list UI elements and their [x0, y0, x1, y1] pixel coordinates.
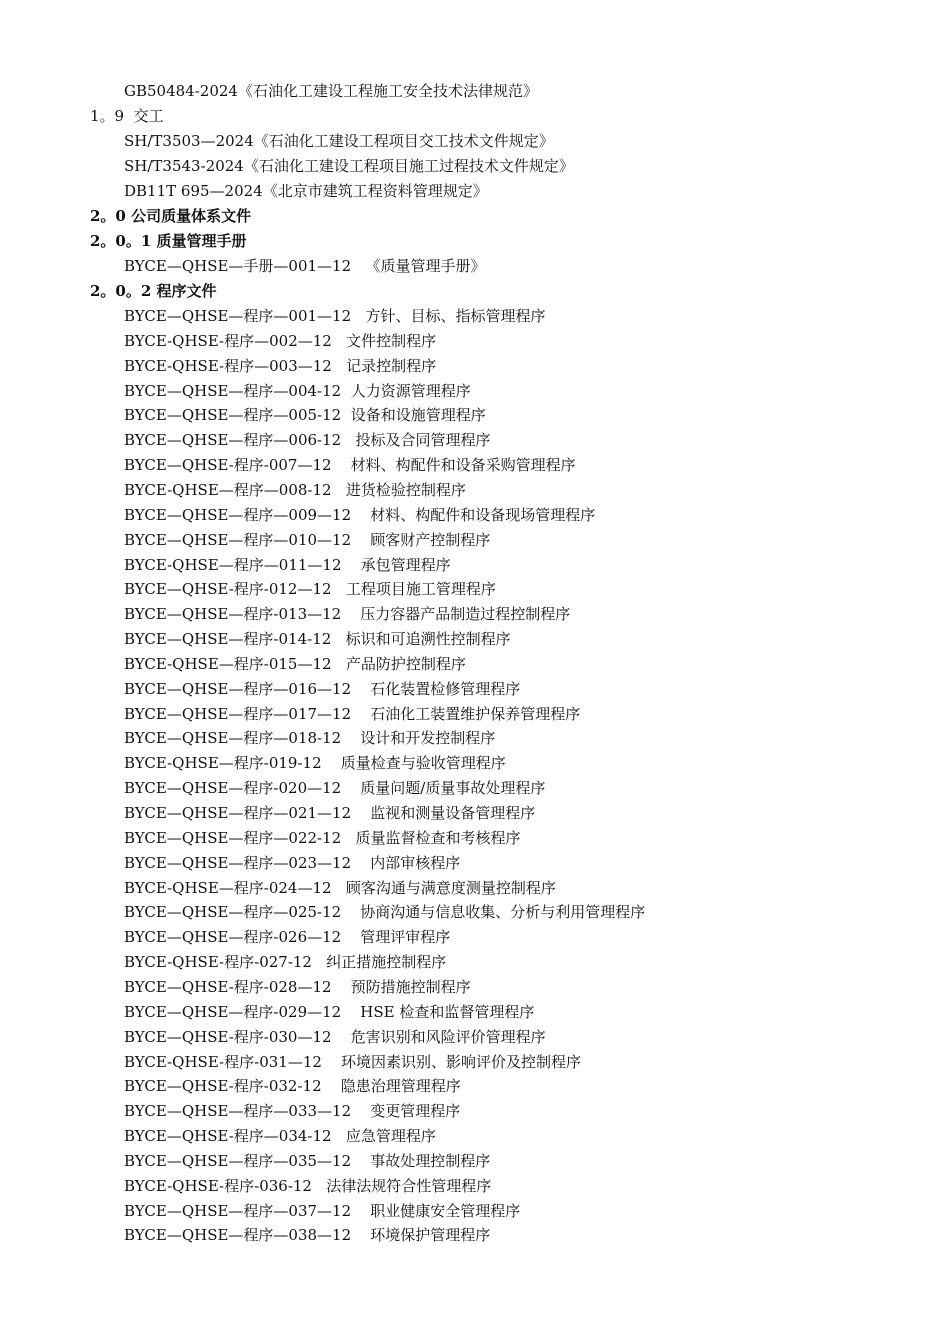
- procedure-gap: [331, 629, 345, 649]
- procedure-gap: [341, 902, 360, 922]
- procedure-gap: [332, 1126, 346, 1146]
- procedure-item: [124, 853, 460, 873]
- procedure-gap: [332, 480, 346, 500]
- procedure-code: BYCE-QHSE—程序-019-12: [124, 754, 322, 772]
- procedure-code: BYCE—QHSE—程序—004-12: [124, 382, 342, 400]
- section-2-0-1-heading: 2。0。1 质量管理手册: [90, 232, 247, 250]
- procedure-code: BYCE—QHSE—程序—022-12: [124, 829, 342, 847]
- procedure-code: BYCE—QHSE-程序-030—12: [124, 1028, 332, 1046]
- procedure-code: BYCE-QHSE—程序-015—12: [124, 655, 332, 673]
- procedure-item: [124, 952, 446, 972]
- procedure-item: [124, 1076, 461, 1096]
- procedure-code: BYCE—QHSE—程序-013—12: [124, 605, 342, 623]
- procedure-title: 环境因素识别、影响评价及控制程序: [341, 1053, 582, 1071]
- procedure-title: 变更管理程序: [370, 1102, 461, 1120]
- procedure-item: [124, 405, 486, 425]
- procedure-item: [124, 1151, 490, 1171]
- procedure-title: 顾客财产控制程序: [370, 531, 491, 549]
- procedure-code: BYCE—QHSE—程序—017—12: [124, 705, 352, 723]
- standard-sh-t3503: SH/T3503—2024《石油化工建设工程项目交工技术文件规定》: [124, 132, 554, 150]
- procedure-gap: [322, 1052, 341, 1072]
- procedure-code: BYCE—QHSE-程序-032-12: [124, 1077, 322, 1095]
- procedure-code: BYCE—QHSE—程序—023—12: [124, 854, 352, 872]
- standard-gb50484: GB50484-2024《石油化工建设工程施工安全技术法律规范》: [124, 82, 538, 100]
- procedure-item: [124, 1027, 546, 1047]
- procedure-code: BYCE-QHSE-程序-031—12: [124, 1053, 322, 1071]
- procedure-gap: [341, 927, 360, 947]
- procedure-title: 纠正措施控制程序: [326, 953, 447, 971]
- procedure-item: [124, 505, 595, 525]
- procedure-item: [124, 530, 490, 550]
- procedure-gap: [341, 604, 360, 624]
- procedure-code: BYCE—QHSE—程序-026—12: [124, 928, 342, 946]
- procedure-title: 质量问题/质量事故处理程序: [360, 779, 546, 797]
- procedure-gap: [332, 579, 346, 599]
- procedure-gap: [332, 977, 351, 997]
- procedure-item: [124, 728, 495, 748]
- procedure-gap: [342, 555, 361, 575]
- procedure-item: [124, 604, 570, 624]
- procedure-code: BYCE—QHSE—程序—006-12: [124, 431, 342, 449]
- procedure-code: BYCE-QHSE—程序—008-12: [124, 481, 332, 499]
- section-2-0-heading: 2。0 公司质量体系文件: [90, 207, 252, 225]
- quality-manual-entry: BYCE—QHSE—手册—001—12 《质量管理手册》: [124, 257, 486, 275]
- procedure-gap: [341, 405, 351, 425]
- procedure-code: BYCE—QHSE—程序—038—12: [124, 1226, 352, 1244]
- procedure-code: BYCE—QHSE—程序—035—12: [124, 1152, 352, 1170]
- procedure-gap: [351, 853, 370, 873]
- procedure-title: 方针、目标、指标管理程序: [365, 307, 546, 325]
- procedure-code: BYCE—QHSE—程序-020—12: [124, 779, 342, 797]
- procedure-item: [124, 679, 520, 699]
- procedure-title: 内部审核程序: [370, 854, 461, 872]
- procedure-code: BYCE—QHSE—程序—010—12: [124, 531, 352, 549]
- procedure-item: [124, 878, 556, 898]
- procedure-gap: [351, 679, 370, 699]
- procedure-code: BYCE—QHSE—程序-014-12: [124, 630, 332, 648]
- procedure-gap: [312, 1176, 326, 1196]
- procedure-code: BYCE-QHSE—程序—011—12: [124, 556, 342, 574]
- procedure-gap: [332, 331, 346, 351]
- standard-sh-t3543: SH/T3543-2024《石油化工建设工程项目施工过程技术文件规定》: [124, 157, 574, 175]
- procedure-item: [124, 654, 466, 674]
- procedure-code: BYCE-QHSE-程序-027-12: [124, 953, 312, 971]
- procedure-code: BYCE—QHSE—程序—037—12: [124, 1202, 352, 1220]
- procedure-title: 环境保护管理程序: [370, 1226, 491, 1244]
- procedure-code: BYCE—QHSE-程序-012—12: [124, 580, 332, 598]
- procedure-title: 产品防护控制程序: [345, 655, 466, 673]
- procedure-gap: [351, 704, 370, 724]
- procedure-title: 压力容器产品制造过程控制程序: [360, 605, 571, 623]
- procedure-code: BYCE—QHSE—程序—033—12: [124, 1102, 352, 1120]
- procedure-item: [124, 1002, 534, 1022]
- procedure-item: [124, 1201, 520, 1221]
- procedure-item: [124, 430, 491, 450]
- procedure-code: BYCE—QHSE—程序—016—12: [124, 680, 352, 698]
- procedure-code: BYCE-QHSE-程序—003—12: [124, 357, 332, 375]
- procedure-item: [124, 778, 545, 798]
- procedure-gap: [341, 381, 351, 401]
- procedure-title: 材料、构配件和设备现场管理程序: [370, 506, 596, 524]
- procedure-item: [124, 480, 466, 500]
- procedure-title: 工程项目施工管理程序: [345, 580, 496, 598]
- procedure-title: 隐患治理管理程序: [340, 1077, 461, 1095]
- procedure-item: [124, 555, 451, 575]
- procedure-item: [124, 381, 471, 401]
- procedure-title: 材料、构配件和设备采购管理程序: [350, 456, 576, 474]
- procedure-code: BYCE—QHSE—程序—025-12: [124, 903, 342, 921]
- procedure-code: BYCE—QHSE-程序-007—12: [124, 456, 332, 474]
- procedure-item: [124, 977, 471, 997]
- procedure-title: 顾客沟通与满意度测量控制程序: [345, 879, 556, 897]
- procedure-title: 危害识别和风险评价管理程序: [350, 1028, 546, 1046]
- procedure-title: 法律法规符合性管理程序: [326, 1177, 492, 1195]
- section-2-0-2-heading: 2。0。2 程序文件: [90, 282, 217, 300]
- procedure-gap: [332, 878, 346, 898]
- procedure-code: BYCE-QHSE-程序-036-12: [124, 1177, 312, 1195]
- procedure-item: [124, 356, 436, 376]
- procedure-item: [124, 1101, 460, 1121]
- procedure-gap: [341, 430, 355, 450]
- procedure-title: 文件控制程序: [346, 332, 437, 350]
- procedure-title: 设备和设施管理程序: [350, 406, 486, 424]
- procedure-title: 管理评审程序: [360, 928, 451, 946]
- procedure-item: [124, 927, 450, 947]
- procedure-title: 预防措施控制程序: [350, 978, 471, 996]
- procedure-gap: [351, 505, 370, 525]
- procedure-code: BYCE—QHSE—程序—018-12: [124, 729, 342, 747]
- procedure-title: 标识和可追溯性控制程序: [345, 630, 511, 648]
- procedure-code: BYCE—QHSE—程序—021—12: [124, 804, 352, 822]
- procedure-code: BYCE—QHSE—程序-029—12: [124, 1003, 342, 1021]
- procedure-title: 质量监督检查和考核程序: [355, 829, 521, 847]
- section-1-9-heading: 1。9 交工: [90, 107, 164, 125]
- procedure-item: [124, 902, 645, 922]
- procedure-code: BYCE—QHSE—程序—001—12: [124, 307, 352, 325]
- procedure-gap: [332, 356, 346, 376]
- procedure-item: [124, 1176, 491, 1196]
- procedure-title: 事故处理控制程序: [370, 1152, 491, 1170]
- procedure-gap: [351, 1201, 370, 1221]
- procedure-code: BYCE—QHSE—程序—005-12: [124, 406, 342, 424]
- procedure-code: BYCE—QHSE-程序-028—12: [124, 978, 332, 996]
- procedure-item: [124, 828, 521, 848]
- procedure-code: BYCE—QHSE-程序—034-12: [124, 1127, 332, 1145]
- procedure-title: 承包管理程序: [360, 556, 451, 574]
- procedure-title: 协商沟通与信息收集、分析与利用管理程序: [360, 903, 646, 921]
- procedure-title: 监视和测量设备管理程序: [370, 804, 536, 822]
- procedure-title: 记录控制程序: [346, 357, 437, 375]
- procedure-title: 人力资源管理程序: [350, 382, 471, 400]
- procedure-title: 石化装置检修管理程序: [370, 680, 521, 698]
- procedure-gap: [351, 1225, 370, 1245]
- procedure-gap: [351, 1101, 370, 1121]
- procedure-gap: [341, 828, 355, 848]
- procedure-gap: [312, 952, 326, 972]
- procedure-gap: [332, 455, 351, 475]
- procedure-title: 设计和开发控制程序: [360, 729, 496, 747]
- procedure-item: [124, 1052, 581, 1072]
- procedure-title: 投标及合同管理程序: [355, 431, 491, 449]
- procedure-item: [124, 1225, 490, 1245]
- procedure-code: BYCE-QHSE-程序—002—12: [124, 332, 332, 350]
- procedure-gap: [332, 654, 346, 674]
- procedure-item: [124, 704, 580, 724]
- procedure-item: [124, 1126, 436, 1146]
- procedure-title: 石油化工装置维护保养管理程序: [370, 705, 581, 723]
- standard-db11t-695: DB11T 695—2024《北京市建筑工程资料管理规定》: [124, 182, 488, 200]
- procedure-item: [124, 331, 436, 351]
- procedure-title: HSE 检查和监督管理程序: [360, 1003, 535, 1021]
- procedure-item: [124, 803, 535, 823]
- procedure-title: 质量检查与验收管理程序: [340, 754, 506, 772]
- procedure-gap: [332, 1027, 351, 1047]
- procedure-item: [124, 579, 496, 599]
- procedure-gap: [322, 1076, 341, 1096]
- procedure-item: [124, 455, 576, 475]
- procedure-title: 职业健康安全管理程序: [370, 1202, 521, 1220]
- procedure-gap: [341, 728, 360, 748]
- procedure-gap: [341, 1002, 360, 1022]
- procedure-item: [124, 753, 506, 773]
- procedure-gap: [351, 1151, 370, 1171]
- procedure-item: [124, 629, 511, 649]
- procedure-title: 进货检验控制程序: [345, 481, 466, 499]
- procedure-title: 应急管理程序: [345, 1127, 436, 1145]
- procedure-gap: [351, 530, 370, 550]
- procedure-item: [124, 306, 545, 326]
- procedure-code: BYCE—QHSE—程序—009—12: [124, 506, 352, 524]
- procedure-gap: [322, 753, 341, 773]
- procedure-gap: [351, 306, 365, 326]
- procedure-gap: [351, 803, 370, 823]
- procedure-code: BYCE-QHSE—程序-024—12: [124, 879, 332, 897]
- procedure-gap: [341, 778, 360, 798]
